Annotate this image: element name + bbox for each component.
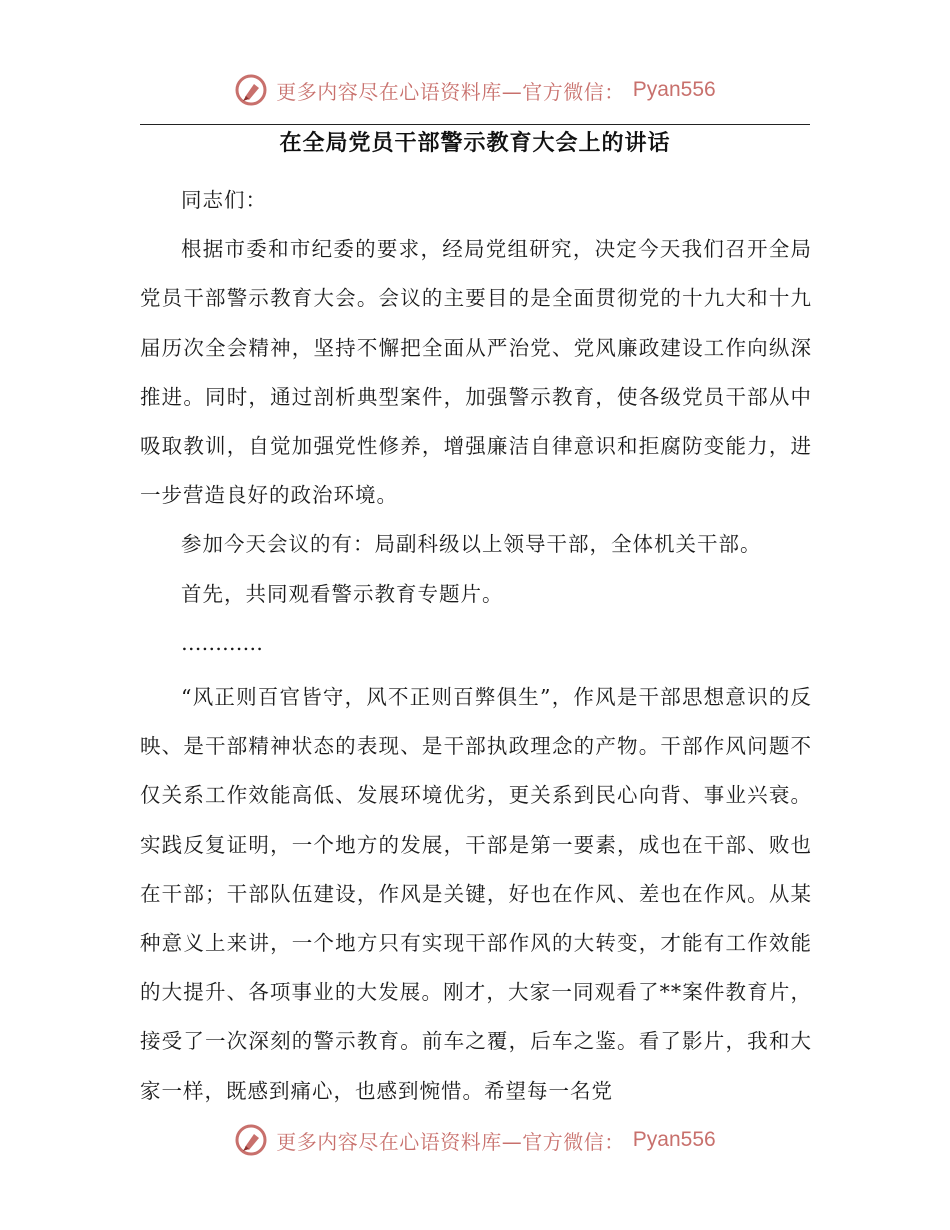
wechat-id: Pyan556	[632, 1128, 716, 1151]
pen-nib-logo-icon	[234, 73, 268, 107]
document-body	[140, 176, 812, 1116]
salutation-paragraph: 同志们：	[181, 188, 267, 212]
body-paragraph: 参加今天会议的有：局副科级以上领导干部，全体机关干部。	[181, 532, 762, 557]
header-banner	[0, 70, 950, 110]
ellipsis-separator: …………	[181, 630, 263, 655]
wechat-id: Pyan556	[632, 78, 716, 101]
pen-nib-logo-icon	[234, 1123, 268, 1157]
footer-banner	[0, 1120, 950, 1160]
banner-text: 更多内容尽在心语资料库—官方微信：	[276, 1129, 625, 1154]
header-divider	[140, 124, 810, 125]
body-paragraph: “风正则百官皆守，风不正则百弊俱生”，作风是干部思想意识的反映、是干部精神状态的表现、是干部执政理念的产物。干部作风问题不仅关系工作效能高低、发展环境优劣，更关系到民心向背、事业兴衰。实践反复证明，一个地方的发展，干部是第一要素，成也在干部、败也在干部；干部队伍建设，作风是关键，好也在作风、差也在作风。从某种意义上来讲，一个地方只有实现干部作风的大转变，才能有工作效能的大提升、各项事业的大发展。刚才，大家一同观看了**案件教育片，接受了一次深刻的警示教育。前车之覆，后车之鉴。看了影片，我和大家一样，既感到痛心，也感到惋惜。希望每一名党	[140, 685, 812, 1103]
banner-text: 更多内容尽在心语资料库—官方微信：	[276, 79, 625, 104]
body-paragraph: 根据市委和市纪委的要求，经局党组研究，决定今天我们召开全局党员干部警示教育大会。会议的主要目的是全面贯彻党的十九大和十九届历次全会精神，坚持不懈把全面从严治党、党风廉政建设工作向纵深推进。同时，通过剖析典型案件，加强警示教育，使各级党员干部从中吸取教训，自觉加强党性修养，增强廉洁自律意识和拒腐防变能力，进一步营造良好的政治环境。	[140, 237, 812, 508]
page-title: 在全局党员干部警示教育大会上的讲话	[279, 131, 671, 156]
body-paragraph: 首先，共同观看警示教育专题片。	[181, 581, 504, 606]
